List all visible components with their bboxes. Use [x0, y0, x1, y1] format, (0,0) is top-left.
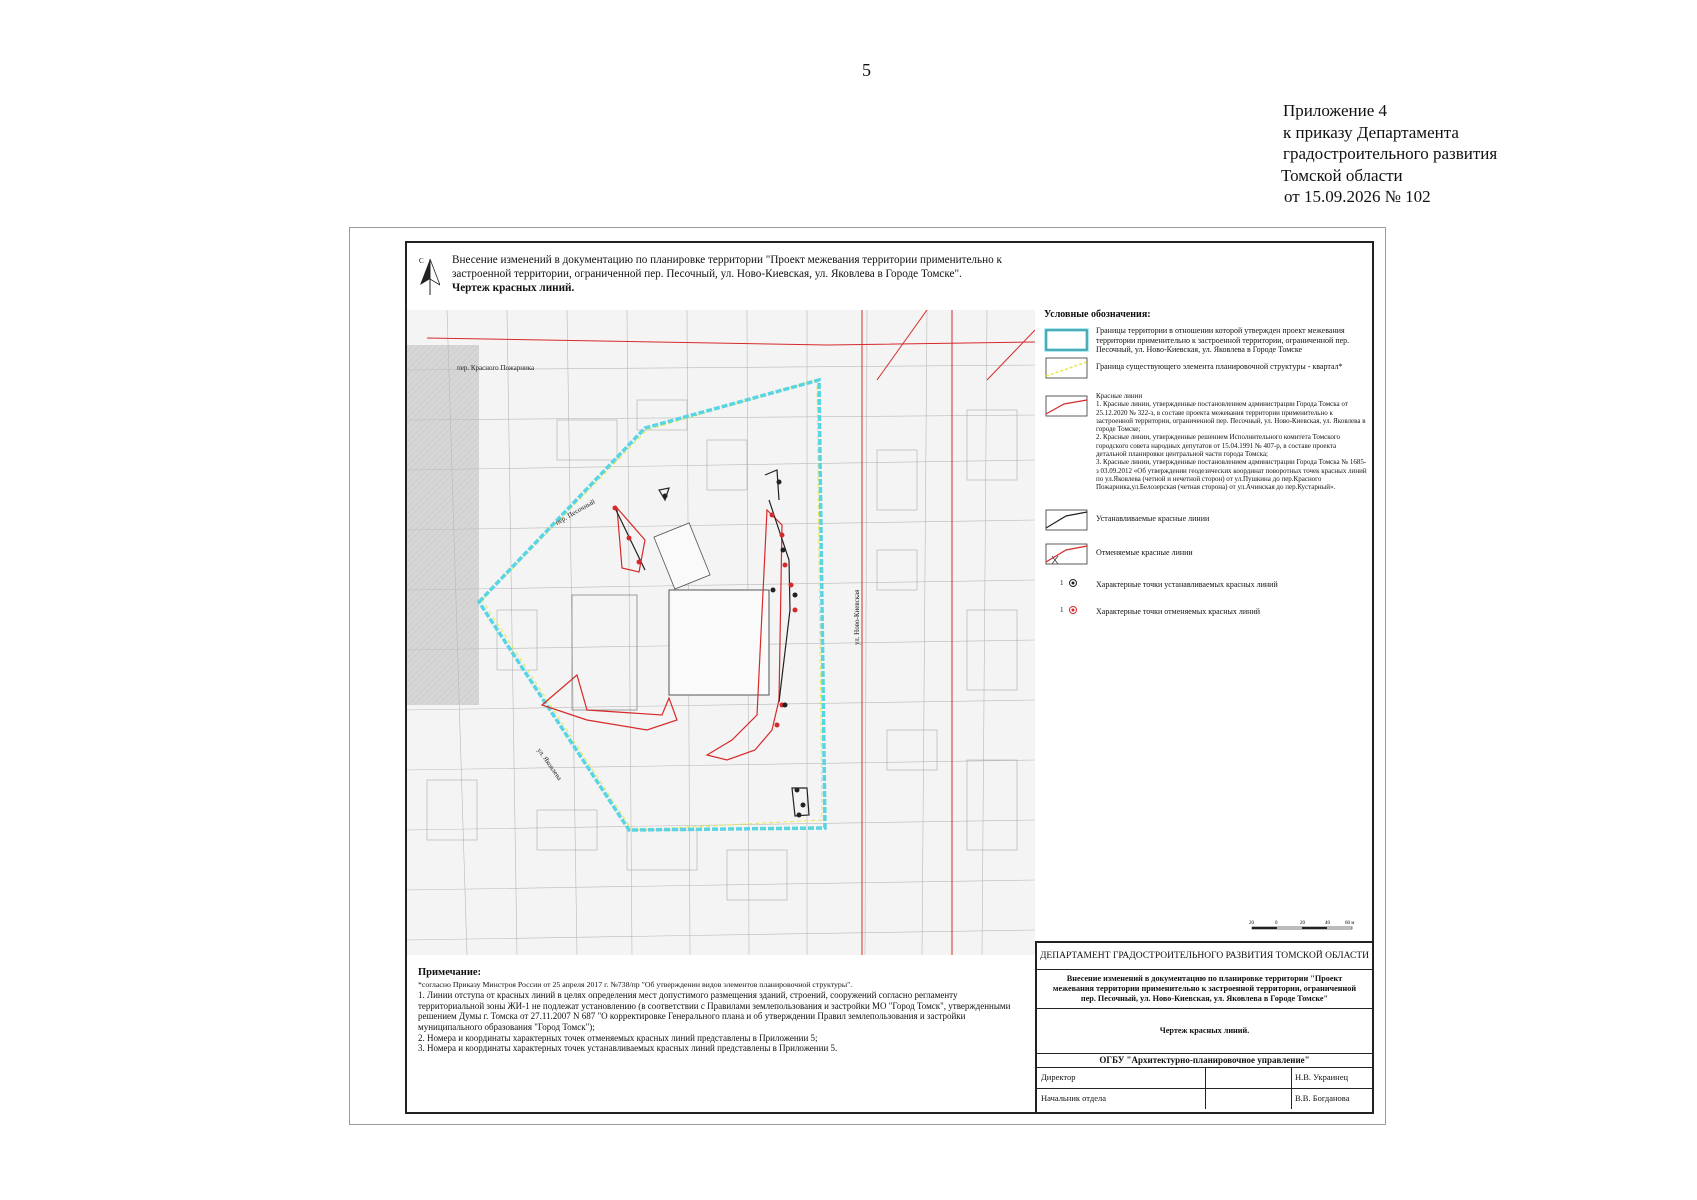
legend-text: Характерные точки устанавливаемых красных линий [1096, 580, 1278, 589]
quarter-swatch-icon [1044, 356, 1089, 380]
tb-sheet-name: Чертеж красных линий. [1037, 1009, 1372, 1054]
tb-cell-divider [1291, 1088, 1292, 1109]
notes-line: 1. Линии отступа от красных линий в целях определения мест допустимого размещения зданий, строений, сооружений согласно регламенту [418, 990, 958, 1001]
tb-project [1037, 969, 1372, 1009]
tb-role: Начальник отдела [1041, 1093, 1107, 1103]
notes-line: 2. Номера и координаты характерных точек отменяемых красных линий представлены в Приложении 5; [418, 1032, 818, 1043]
cancelled-lines-swatch-icon [1044, 542, 1089, 566]
legend-sub: 1. Красные линии, утвержденные постановлением администрации Города Томска от 25.12.2020 № 322-з, в составе проекта межевания территории применительно к застроенной территории, ограниченной пер. Песочный, ул. Ново-Киевская, ул. Яковлева в городе Томске; [1096, 400, 1366, 434]
tb-person-name: Н.В. Украинец [1295, 1072, 1349, 1082]
tb-cell-divider [1205, 1088, 1206, 1109]
tb-person-name: В.В. Богданова [1295, 1093, 1350, 1103]
cadastral-map [407, 310, 1035, 955]
page-number: 5 [862, 60, 871, 80]
legend-subtitle: Красные линии [1096, 392, 1143, 400]
tb-project-line: пер. Песочный, ул. Ново-Киевская, ул. Яковлева в Городе Томске" [1080, 994, 1329, 1003]
scale-bar [1247, 918, 1362, 932]
legend-point-index: 1 [1060, 606, 1064, 614]
notes-line: муниципального образования "Город Томск"); [418, 1021, 595, 1032]
legend-title: Условные обозначения: [1044, 309, 1151, 320]
map-title [452, 253, 1052, 295]
scale-tick: 60 м [1345, 921, 1355, 926]
tb-cell-divider [1205, 1067, 1206, 1088]
map-title-line: застроенной территории, ограниченной пер. Песочный, ул. Ново-Киевская, ул. Яковлева в Городе Томске". [452, 268, 962, 280]
notes-line: территориальной зоны ЖИ-1 не подлежат установлению (в соответствии с Правилами землепользования и застройки МО "Город Томск", утвержденными [418, 1000, 1011, 1011]
appendix-line: градостроительного развития [1283, 144, 1498, 163]
notes-line: решением Думы г. Томска от 27.11.2007 N 687 "О корректировке Генерального плана и об утверждении Правил землепользования и застройки [418, 1011, 966, 1022]
legend-text [1096, 392, 1368, 492]
tb-cell-divider [1291, 1067, 1292, 1088]
established-lines-swatch-icon [1044, 508, 1089, 532]
legend-point-index: 1 [1060, 579, 1064, 587]
legend-text: Граница существующего элемента планировочной структуры - квартал* [1096, 362, 1343, 371]
title-block [1035, 941, 1372, 1112]
street-label: ул. Яковлева [535, 746, 564, 782]
tb-signature-row [1037, 1088, 1372, 1109]
red-lines-swatch-icon [1044, 394, 1089, 418]
street-label: ул. Ново-Киевская [853, 589, 861, 645]
tb-project-line: Внесение изменений в документацию по планировке территории "Проект [1066, 974, 1343, 983]
boundary-swatch-icon [1044, 328, 1089, 352]
legend-text: Границы территории в отношении которой утвержден проект межевания территории применительно к застроенной территории, ограниченной пер. Песочный, ул. Ново-Киевская, ул. Яковлева в Городе Томске [1096, 326, 1350, 354]
street-label: пер. Красного Пожарника [457, 364, 535, 372]
notes [418, 968, 1018, 1054]
legend-sub: 2. Красные линии, утвержденные решением Исполнительного комитета Томского городского совета народных депутатов от 15.04.1991 № 407-р, в составе проекта детальной планировки центральной части города Томска; [1096, 433, 1341, 459]
scale-tick: 20 [1249, 921, 1254, 926]
scale-tick: 20 [1300, 921, 1305, 926]
appendix-line: Приложение 4 [1283, 101, 1387, 120]
tb-role: Директор [1041, 1072, 1076, 1082]
appendix-line: от 15.09.2026 № 102 [1284, 187, 1431, 206]
map-title-line: Внесение изменений в документацию по планировке территории "Проект межевания территории применительно к [452, 254, 1002, 266]
cancelled-point-icon [1068, 605, 1078, 615]
notes-title: Примечание: [418, 967, 482, 978]
established-point-icon [1068, 578, 1078, 588]
map-drawing [407, 310, 1035, 955]
appendix-line: Томской области [1281, 165, 1403, 185]
north-arrow-icon [416, 255, 440, 295]
tb-department: ДЕПАРТАМЕНТ ГРАДОСТРОИТЕЛЬНОГО РАЗВИТИЯ ТОМСКОЙ ОБЛАСТИ [1037, 943, 1372, 970]
street-label: пер. Песочный [554, 497, 597, 527]
legend-text: Характерные точки отменяемых красных линий [1096, 607, 1261, 616]
appendix-header [1283, 100, 1497, 208]
tb-signature-row [1037, 1067, 1372, 1089]
north-label: С [419, 257, 424, 265]
building [669, 590, 769, 695]
legend-text: Устанавливаемые красные линии [1096, 514, 1210, 523]
scale-tick: 0 [1275, 921, 1278, 926]
legend-text: Отменяемые красные линии [1096, 548, 1193, 557]
notes-line: 3. Номера и координаты характерных точек устанавливаемых красных линий представлены в Приложении 5. [418, 1043, 838, 1054]
tb-project-line: межевания территории применительно к застроенной территории, ограниченной [1052, 984, 1357, 993]
notes-line: *согласно Приказу Минстроя России от 25 апреля 2017 г. №738/пр "Об утверждении видов элементов планировочной структуры". [418, 979, 853, 989]
scale-bar-graphic [1247, 918, 1362, 932]
tb-organization: ОГБУ "Архитектурно-планировочное управление" [1037, 1053, 1372, 1068]
legend-sub: 3. Красные линии, утвержденные постановлением администрации Города Томска № 1685-з 03.09.2012 «Об утверждении геодезических координат поворотных точек красных линий по ул.Яковлева (четной и нечетной сторон) от ул.Пушкина до пер.Красного Пожарника,ул.Белозерская (четная сторона) от ул.Ачинская до пер.Кустарный». [1096, 458, 1367, 492]
appendix-line: к приказу Департамента [1283, 122, 1459, 142]
map-title-sheet: Чертеж красных линий. [452, 282, 575, 294]
scale-tick: 40 [1325, 921, 1330, 926]
